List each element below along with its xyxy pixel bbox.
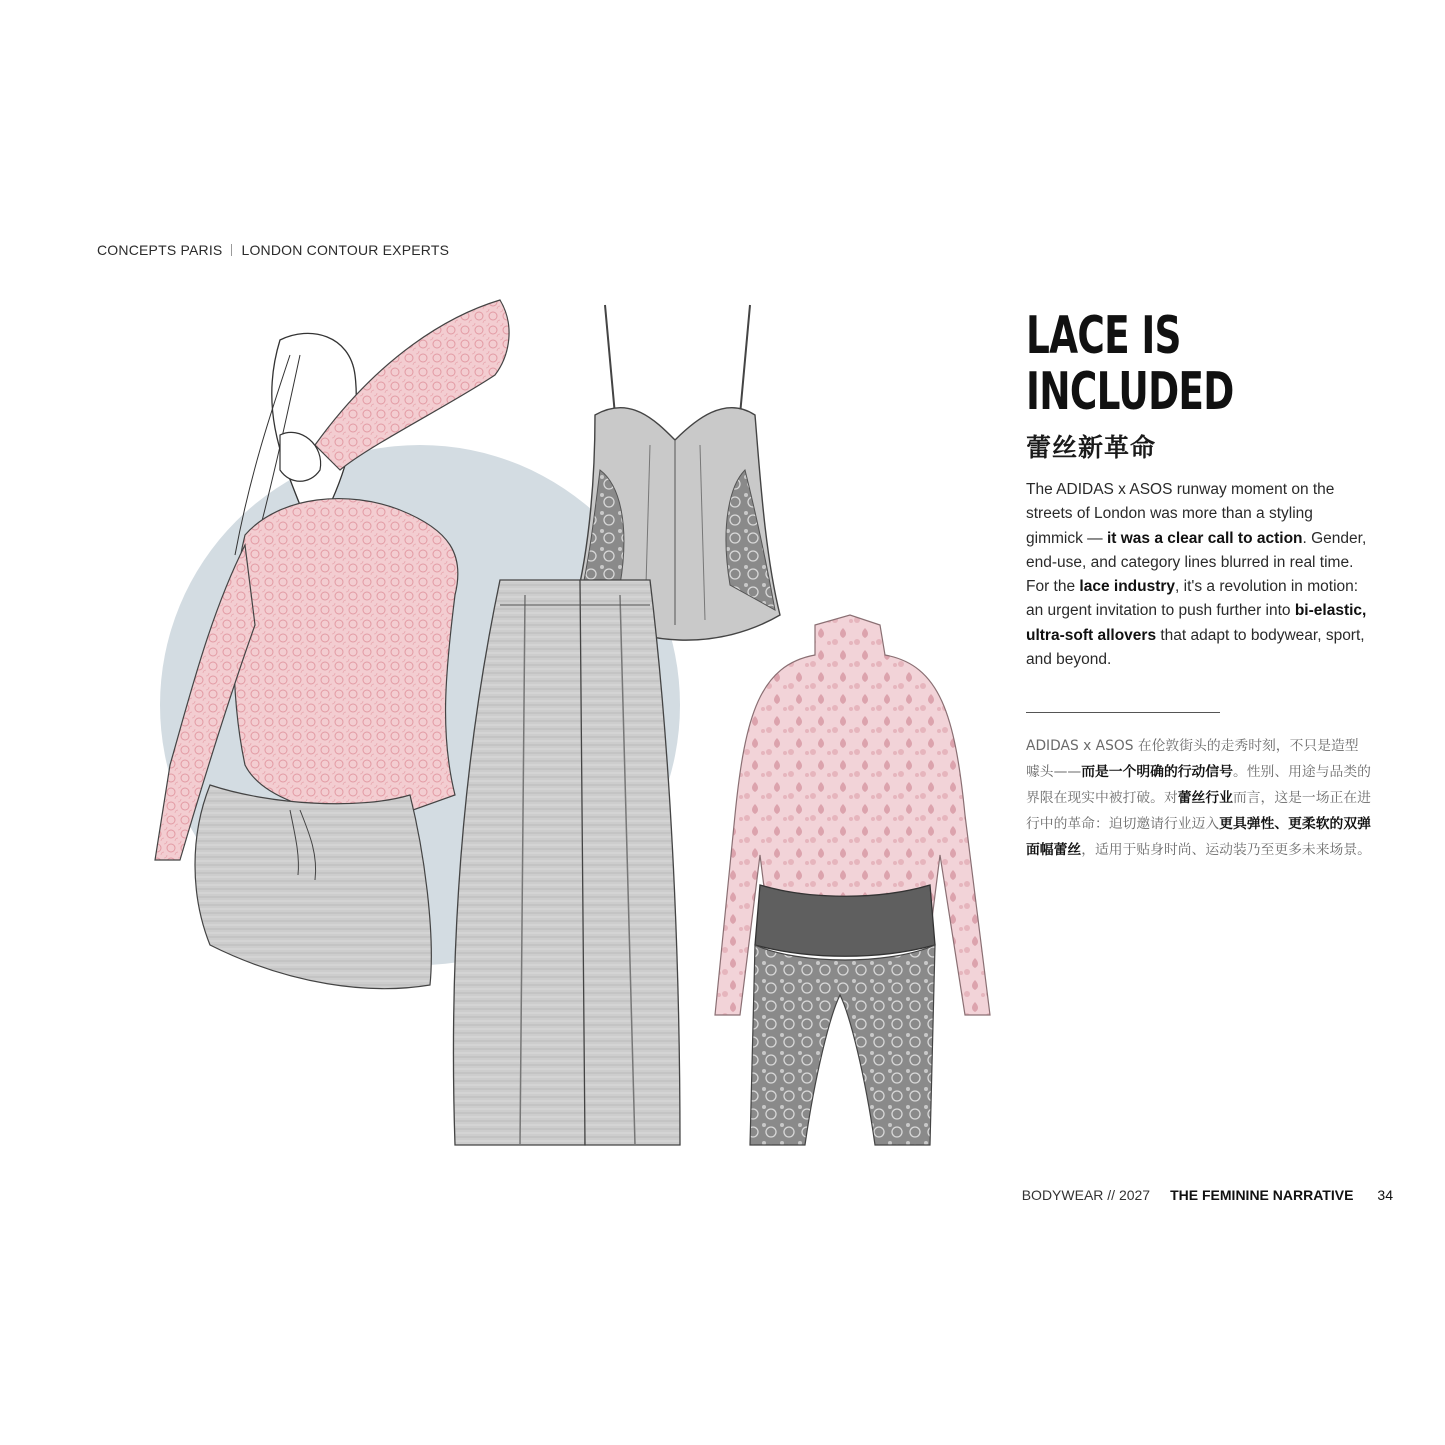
body-en-part-1: The ADIDAS x ASOS runway moment on the streets of London was more than a styling gimmick — <box>1026 481 1335 547</box>
body-cn-emphasis-1: 而是一个明确的行动信号 <box>1081 764 1233 780</box>
section-divider <box>1026 712 1220 713</box>
body-en-emphasis-2: lace industry <box>1079 578 1176 596</box>
footer-collection: BODYWEAR // 2027 <box>1021 1187 1151 1203</box>
title-line-2: INCLUDED <box>1026 362 1234 422</box>
page-number: 34 <box>1377 1187 1393 1203</box>
body-en-part-3: , it's a revolution in motion: an urgent invitation to push further into <box>1026 578 1359 620</box>
page-title <box>1026 308 1314 420</box>
fashion-illustration <box>150 295 1010 1165</box>
page-footer <box>1022 1187 1393 1203</box>
body-text-chinese <box>1026 733 1371 863</box>
body-cn-part-4: ，适用于贴身时尚、运动装乃至更多未来场景。 <box>1081 842 1371 858</box>
page-title-chinese: 蕾丝新革命 <box>1026 433 1157 462</box>
body-text-english <box>1026 478 1371 672</box>
body-cn-part-2: 。性别、用途与品类的界限在现实中被打破。对 <box>1026 764 1371 806</box>
body-en-part-4: that adapt to bodywear, sport, and beyond. <box>1026 626 1365 669</box>
brand-label: CONCEPTS PARIS <box>97 242 223 258</box>
body-en-emphasis-1: it was a clear call to action <box>1106 529 1303 547</box>
running-header <box>97 242 449 258</box>
body-cn-part-1: ADIDAS x ASOS 在伦敦街头的走秀时刻，不只是造型噱头—— <box>1026 738 1359 780</box>
body-en-part-2: . Gender, end-use, and category lines blurred in real time. For the <box>1026 529 1367 596</box>
header-divider <box>231 244 232 256</box>
body-cn-emphasis-2: 蕾丝行业 <box>1177 790 1233 806</box>
partner-label: LONDON CONTOUR EXPERTS <box>241 242 450 258</box>
body-cn-emphasis-3: 更具弹性、更柔软的双弹面幅蕾丝 <box>1026 816 1371 858</box>
body-en-emphasis-3: bi-elastic, ultra-soft allovers <box>1026 602 1367 644</box>
bodysuit-flat <box>715 615 990 1145</box>
title-line-1: LACE IS <box>1026 306 1181 366</box>
trousers-flat <box>453 580 680 1145</box>
footer-section: THE FEMININE NARRATIVE <box>1170 1187 1354 1203</box>
body-cn-part-3: 而言，这是一场正在进行中的革命：迫切邀请行业迈入 <box>1026 790 1371 832</box>
